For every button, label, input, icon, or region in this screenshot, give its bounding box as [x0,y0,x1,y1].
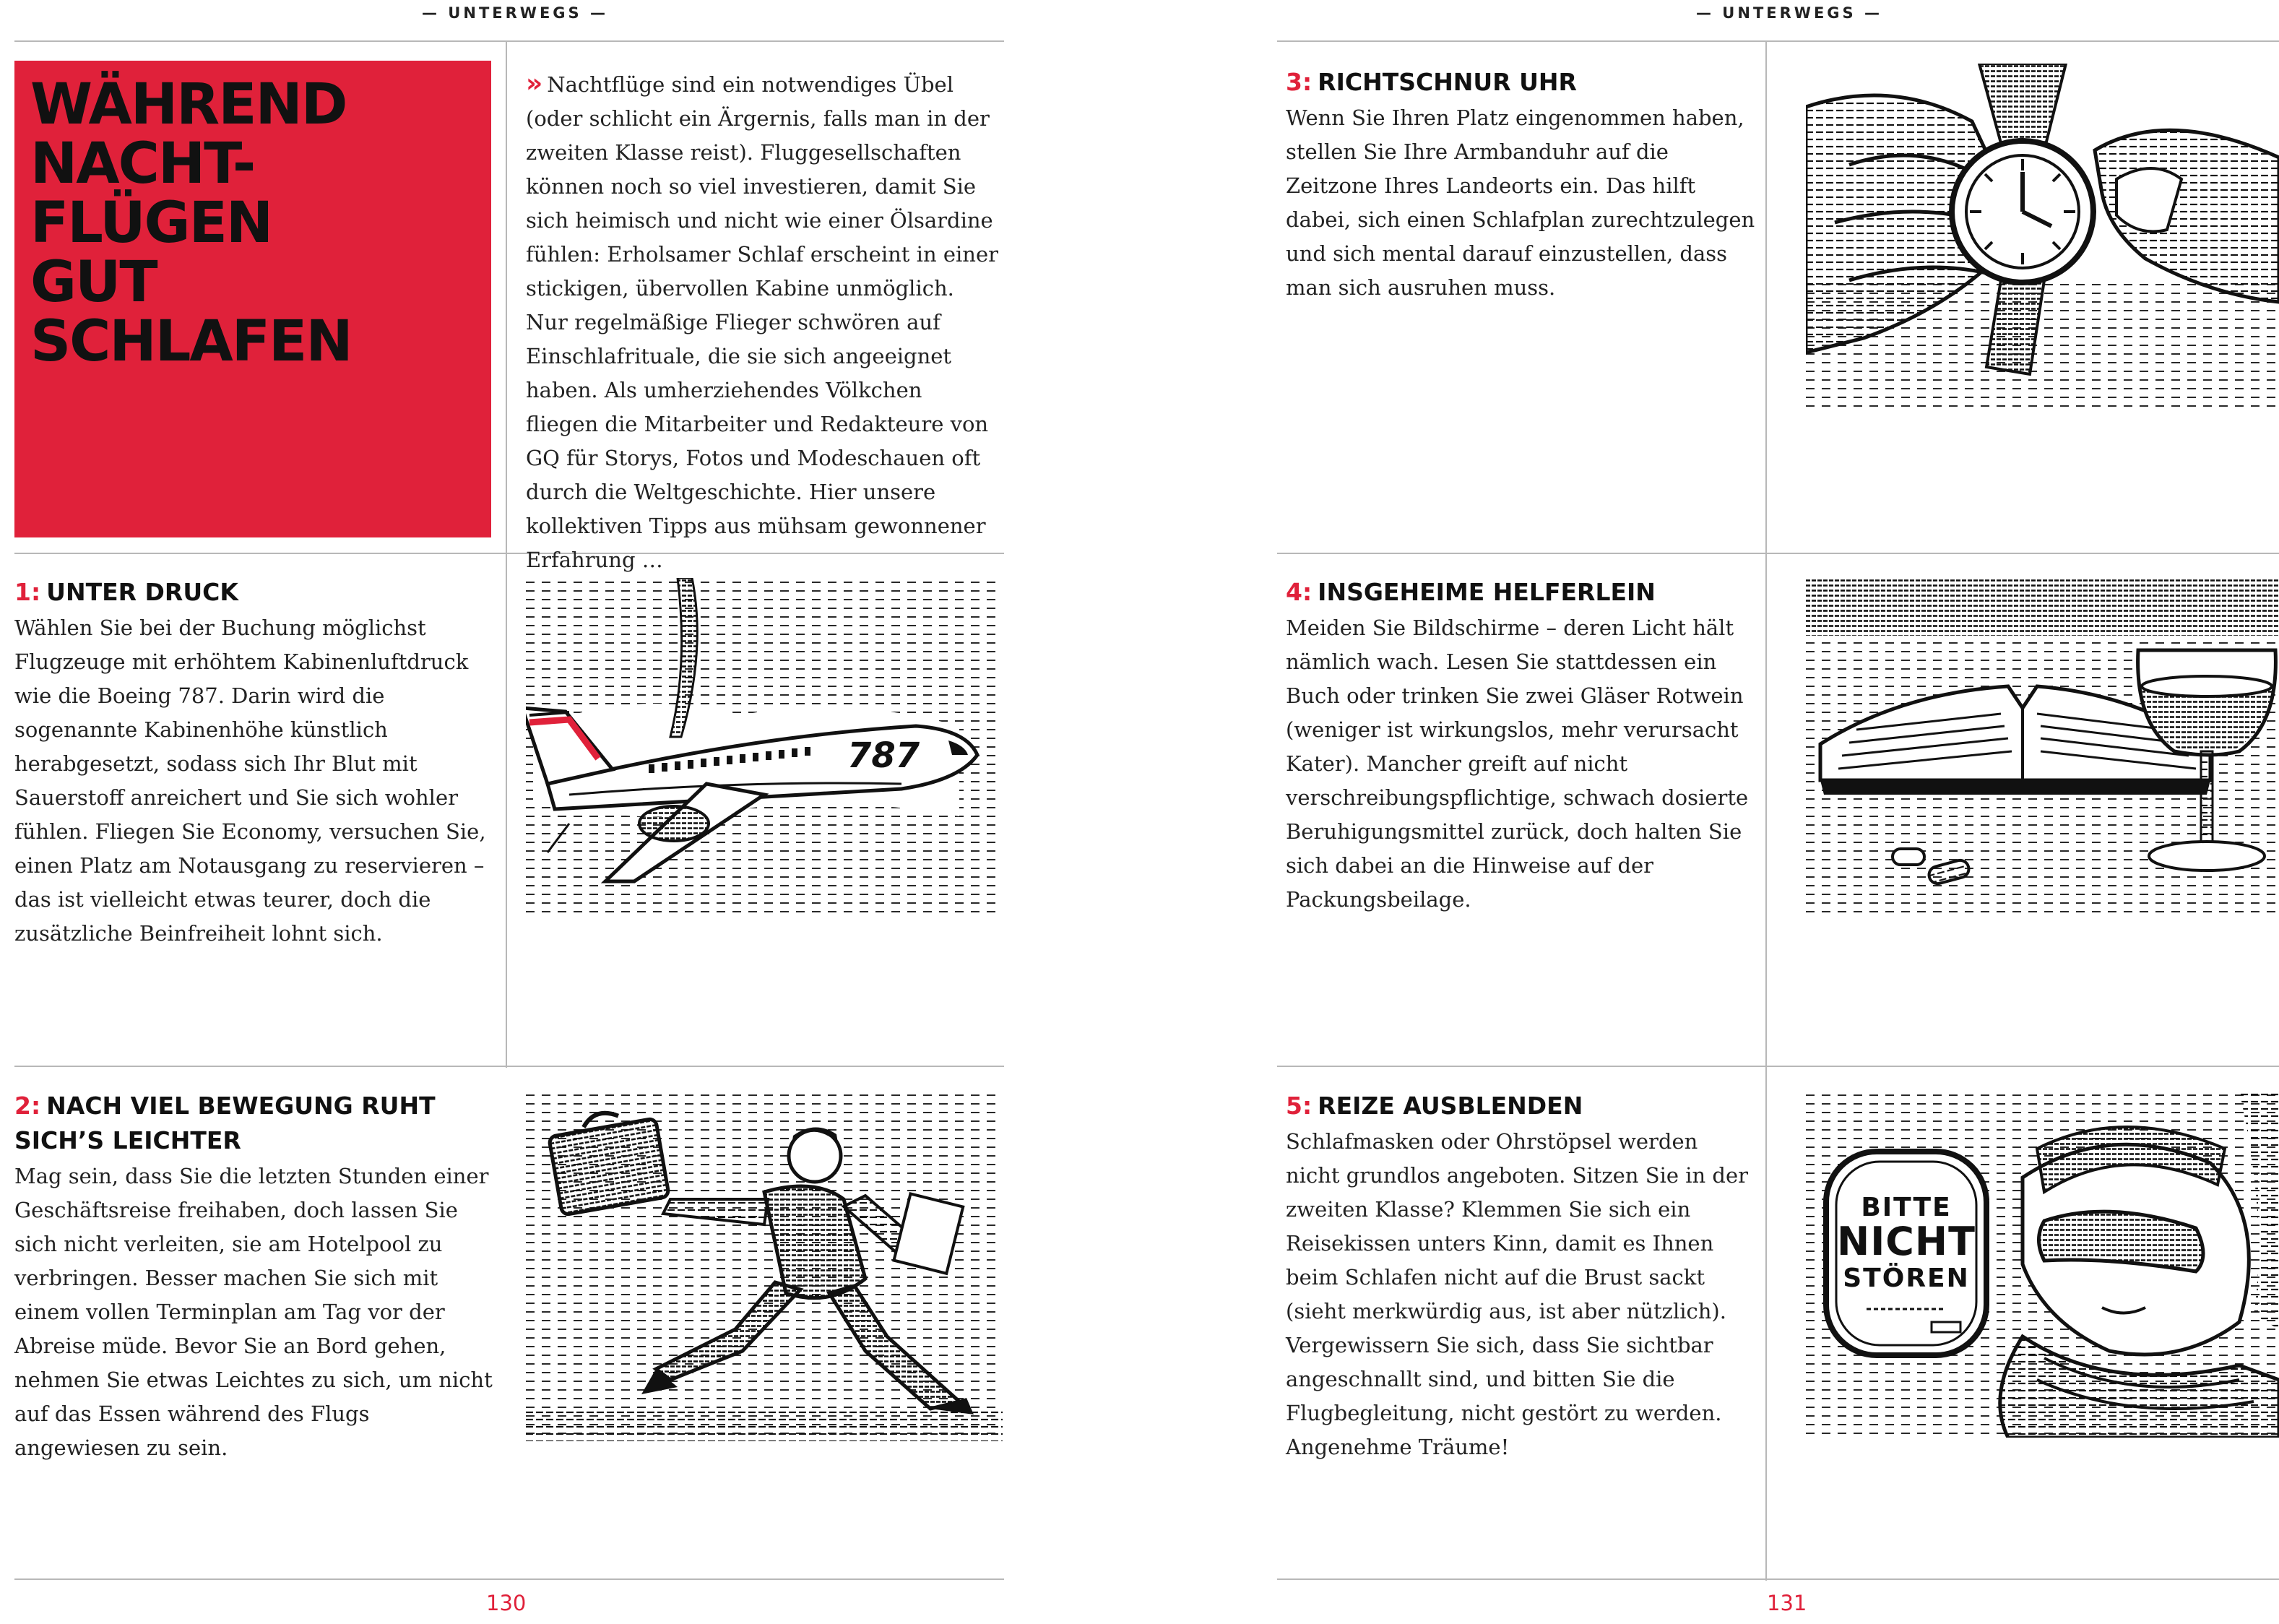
tip-number: 1: [14,578,41,606]
airplane-illustration [526,578,1003,917]
tip-body: Schlafmasken oder Ohrstöpsel werden nicht grundlos angeboten. Sitzen Sie in der zweiten Klasse? Klemmen Sie sich ein Reisekissen unters Kinn, damit es Ihnen beim Schlafen nicht auf die Brust sackt (sieht merkwürdig aus, ist aber nützlich). Vergewissern Sie sich, dass Sie sichtbar angeschnallt sind, und bitten Sie die Flugbegleitung, nicht gestört zu werden. Angenehme Träume! [1286,1129,1748,1459]
tip-2 [14,1089,495,1465]
row-divider [1277,553,2279,554]
tip-body: Wenn Sie Ihren Platz eingenommen haben, stellen Sie Ihre Armbanduhr auf die Zeitzone Ihres Landeorts ein. Das hilft dabei, sich einen Schlafplan zurechtzulegen und sich mental darauf einzustellen, dass man sich ausruhen muss. [1286,105,1755,300]
tip-title-text: UNTER DRUCK [46,578,238,606]
runner-drawing [526,1091,1003,1441]
row-divider [14,1066,1004,1067]
footer-rule [14,1578,1004,1580]
tip-5 [1286,1089,1755,1464]
running-businessman-illustration [526,1091,1003,1441]
do-not-disturb-sign [1823,1149,1989,1358]
section-header: — UNTERWEGS — [1696,4,1882,22]
intro-text: Nachtflüge sind ein notwendiges Übel (oder schlicht ein Ärgernis, falls man in der zweiten Klasse reist). Fluggesellschaften können noch so viel investieren, damit Sie sich heimisch und nicht wie einer Ölsardine fühlen: Erholsamer Schlaf erscheint in einer stickigen, übervollen Kabine unmöglich. Nur regelmäßige Flieger schwören auf Einschlafrituale, die sie sich angeeignet haben. Als umherziehendes Völkchen fliegen die Mitarbeiter und Redakteure von GQ für Storys, Fotos und Modeschauen oft durch die Weltgeschichte. Hier unsere kollektiven Tipps aus mühsam gewonnener Erfahrung … [526,72,998,572]
intro-paragraph [526,66,999,577]
top-rule [1277,40,2279,42]
tip-title [14,575,495,610]
airplane-drawing [526,578,1003,917]
section-header: — UNTERWEGS — [422,4,608,22]
tip-title [14,1089,495,1158]
column-divider [506,42,507,1068]
headline-box [14,61,491,537]
row-divider [1277,1066,2279,1067]
tip-title [1286,65,1755,100]
tip-number: 5: [1286,1092,1313,1120]
book-wine-drawing [1806,578,2279,917]
tip-4 [1286,575,1755,917]
page-number: 131 [1767,1591,1807,1615]
tip-number: 4: [1286,578,1313,606]
tip-body: Mag sein, dass Sie die letzten Stunden einer Geschäftsreise freihaben, doch lassen Sie sich nicht verleiten, sie am Hotelpool zu verbringen. Besser machen Sie sich mit einem vollen Terminplan am Tag vor der Abreise müde. Bevor Sie an Bord gehen, nehmen Sie etwas Leichtes zu sich, um nicht auf das Essen während des Flugs angewiesen zu sein. [14,1164,493,1460]
page-number: 130 [486,1591,527,1615]
tip-body: Wählen Sie bei der Buchung möglichst Flugzeuge mit erhöhtem Kabinenluftdruck wie die Boeing 787. Darin wird die sogenannte Kabinenhöhe künstlich herabgesetzt, sodass sich Ihr Blut mit Sauerstoff anreichert und Sie sich wohler fühlen. Fliegen Sie Economy, versuchen Sie, einen Platz am Notausgang zu reservieren – das ist vielleicht etwas teurer, doch die zusätzliche Beinfreiheit lohnt sich. [14,616,486,946]
top-rule [14,40,1004,42]
sign-line-3: STÖREN [1843,1264,1970,1293]
sleeping-traveller-illustration [1806,1091,2279,1438]
tip-1 [14,575,495,951]
tip-number: 3: [1286,68,1313,96]
book-and-wine-illustration [1806,578,2279,917]
airplane-model-label: 787 [847,735,920,776]
tip-number: 2: [14,1092,41,1120]
tip-title [1286,1089,1755,1123]
wristwatch-illustration [1806,64,2279,410]
right-page [1140,0,2279,1624]
left-page [0,0,1139,1624]
intro-marker: » [526,69,539,98]
sign-line-2: NICHT [1837,1219,1976,1264]
article-headline: WÄHREND NACHT- FLÜGEN GUT SCHLAFEN [30,72,352,374]
column-divider [1765,42,1767,1581]
footer-rule [1277,1578,2279,1580]
tip-body: Meiden Sie Bildschirme – deren Licht hält nämlich wach. Lesen Sie stattdessen ein Buch oder trinken Sie zwei Gläser Rotwein (weniger ist wirkungslos, mehr verursacht Kater). Mancher greift auf nicht verschreibungspflichtige, schwach dosierte Beruhigungsmittel zurück, doch halten Sie sich dabei an die Hinweise auf der Packungsbeilage. [1286,616,1749,912]
tip-3 [1286,65,1755,305]
sign-line-1: BITTE [1861,1193,1952,1222]
tip-title-text: NACH VIEL BEWEGUNG RUHT SICH’S LEICHTER [14,1092,436,1154]
tip-title [1286,575,1755,610]
tip-title-text: REIZE AUSBLENDEN [1318,1092,1583,1120]
watch-drawing [1806,64,2279,410]
tip-title-text: RICHTSCHNUR UHR [1318,68,1577,96]
tip-title-text: INSGEHEIME HELFERLEIN [1318,578,1656,606]
